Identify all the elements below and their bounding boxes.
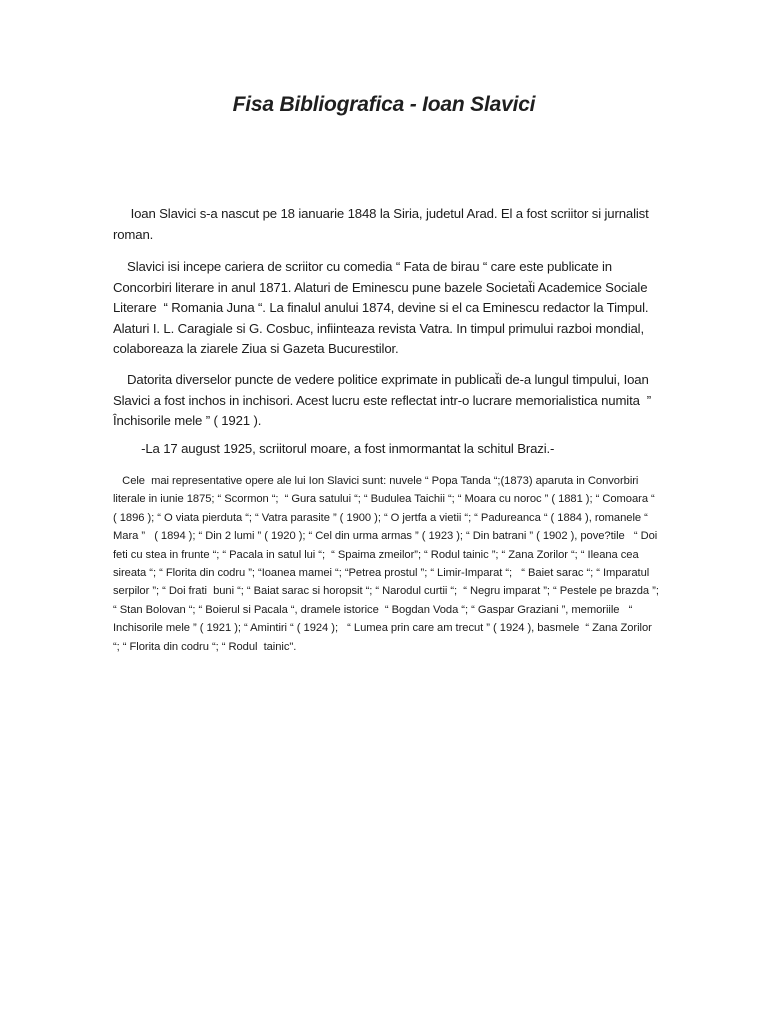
- paragraph-death: -La 17 august 1925, scriitorul moare, a fost inmormantat la schitul Brazi.-: [113, 441, 555, 456]
- paragraph-career: Slavici isi incepe cariera de scriitor cu comedia “ Fata de birau “ care este publicate in Concorbiri literare in anul 1871. Alaturi de Eminescu pune bazele Societat̆i Academice Sociale Literare “ Romania Juna “. La finalul anului 1874, devine si el ca Eminescu redactor la Timpul. Alaturi I. L. Caragiale si G. Cosbuc, infiinteaza revista Vatra. In timpul primului razboi mondial, colaboreaza la ziarele Ziua si Gazeta Bucurestilor.: [113, 259, 649, 356]
- paragraph-birth: Ioan Slavici s-a nascut pe 18 ianuarie 1848 la Siria, judetul Arad. El a fost scriitor si jurnalist roman.: [113, 206, 649, 242]
- paragraph-imprisonment: Datorita diverselor puncte de vedere politice exprimate in publicat̆i de-a lungul timpului, Ioan Slavici a fost inchos in inchisori. Acest lucru este reflectat intr-o lucrare memorialistica numita ” Închisorile mele ” ( 1921 ).: [113, 372, 652, 428]
- document-title: Fisa Bibliografica - Ioan Slavici: [232, 93, 536, 116]
- paragraph-works: Cele mai representative opere ale lui Ion Slavici sunt: nuvele “ Popa Tanda “;(1873) aparuta in Convorbiri literale in iunie 1875; “ Scormon “; “ Gura satului “; “ Budulea Taichii “; “ Moara cu noroc ” ( 1881 ); “ Comoara “ ( 1896 ); “ O viata pierduta “; “ Vatra parasite ” ( 1900 ); “ O jertfa a vietii “; “ Padureanca “ ( 1884 ), romanele “ Mara ” ( 1894 ); “ Din 2 lumi ” ( 1920 ); “ Cel din urma armas ” ( 1923 ); “ Din batrani ” ( 1902 ), pove?tile “ Doi feti cu stea in frunte “; “ Pacala in satul lui “; “ Spaima zmeilor”; “ Rodul tainic ”; “ Zana Zorilor “; “ Ileana cea sireata “; “ Florita din codru ”; “Ioanea mamei “; “Petrea prostul ”; “ Limir-Imparat “; “ Baiet sarac “; “ Imparatul serpilor ”; “ Doi frati buni “; “ Baiat sarac si horopsit “; “ Narodul curtii “; “ Negru imparat ”; “ Pestele pe brazda ”; “ Stan Bolovan “; “ Boierul si Pacala “, dramele istorice “ Bogdan Voda “; “ Gaspar Graziani ”, memoriile “ Inchisorile mele ” ( 1921 ); “ Amintiri “ ( 1924 ); “ Lumea prin care am trecut ” ( 1924 ), basmele “ Zana Zorilor “; “ Florita din codru “; “ Rodul tainic".: [113, 475, 659, 653]
